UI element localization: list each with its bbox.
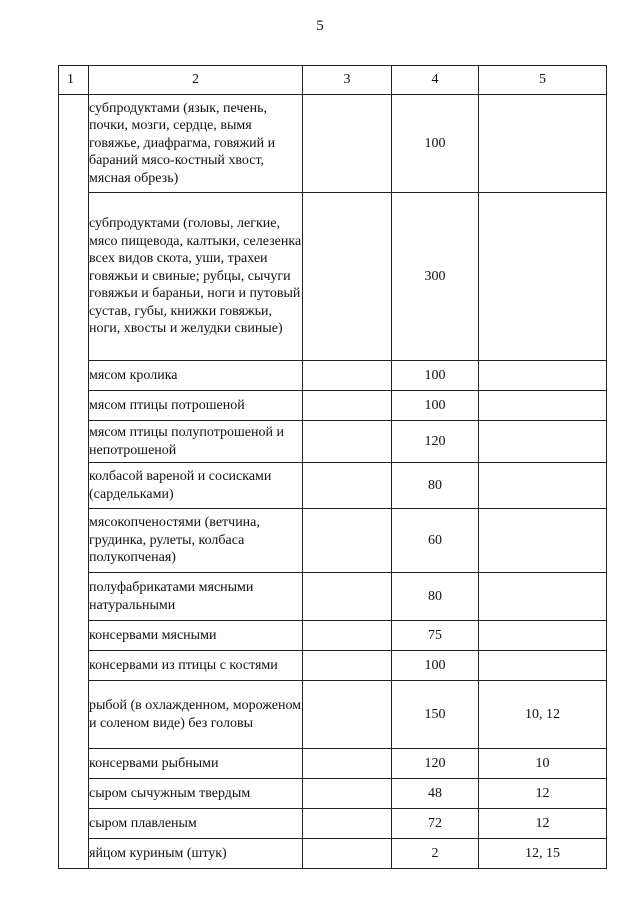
- quantity-cell: 120: [392, 421, 479, 463]
- table-row: [59, 361, 607, 391]
- column-3-cell: [303, 463, 392, 509]
- column-3-cell: [303, 651, 392, 681]
- note-cell: [479, 421, 607, 463]
- quantity-cell: 120: [392, 749, 479, 779]
- product-name-cell: мясокопченостями (ветчина, грудинка, рулеты, колбаса полукопченая): [89, 509, 303, 573]
- column-3-cell: [303, 621, 392, 651]
- note-cell: 12: [479, 809, 607, 839]
- note-cell: 10: [479, 749, 607, 779]
- product-name-cell: субпродуктами (головы, легкие, мясо пищевода, калтыки, селезенка всех видов скота, уши, трахеи говяжьи и свиные; рубцы, сычуги говяжьи и бараньи, ноги и путовый сустав, губы, книжки говяжьи, ноги, хвосты и желудки свиные): [89, 193, 303, 361]
- column-3-cell: [303, 391, 392, 421]
- quantity-cell: 100: [392, 361, 479, 391]
- page-number: 5: [316, 18, 324, 34]
- quantity-cell: 60: [392, 509, 479, 573]
- table-row: [59, 573, 607, 621]
- product-name-cell: мясом птицы потрошеной: [89, 391, 303, 421]
- product-name-cell: яйцом куриным (штук): [89, 839, 303, 869]
- table-row: [59, 809, 607, 839]
- product-name-cell: консервами из птицы с костями: [89, 651, 303, 681]
- table-header-row: [59, 66, 607, 95]
- product-name-cell: сыром плавленым: [89, 809, 303, 839]
- column-header-1: 1: [59, 66, 89, 95]
- product-name-cell: колбасой вареной и сосисками (сардельками): [89, 463, 303, 509]
- product-name-cell: сыром сычужным твердым: [89, 779, 303, 809]
- norms-table: [58, 65, 607, 869]
- note-cell: [479, 463, 607, 509]
- product-name-cell: рыбой (в охлажденном, мороженом и соленом виде) без головы: [89, 681, 303, 749]
- note-cell: [479, 509, 607, 573]
- quantity-cell: 300: [392, 193, 479, 361]
- quantity-cell: 48: [392, 779, 479, 809]
- table-row: [59, 421, 607, 463]
- table-row: [59, 681, 607, 749]
- quantity-cell: 80: [392, 573, 479, 621]
- quantity-cell: 2: [392, 839, 479, 869]
- column-3-cell: [303, 809, 392, 839]
- quantity-cell: 72: [392, 809, 479, 839]
- table-row: [59, 463, 607, 509]
- table-row: [59, 621, 607, 651]
- table-row: [59, 651, 607, 681]
- column-3-cell: [303, 779, 392, 809]
- table-row: [59, 779, 607, 809]
- column-3-cell: [303, 839, 392, 869]
- column-3-cell: [303, 193, 392, 361]
- table-row: [59, 193, 607, 361]
- quantity-cell: 150: [392, 681, 479, 749]
- column-header-4: 4: [392, 66, 479, 95]
- table-body: [59, 95, 607, 869]
- note-cell: 10, 12: [479, 681, 607, 749]
- quantity-cell: 100: [392, 391, 479, 421]
- table-row: [59, 509, 607, 573]
- column-3-cell: [303, 573, 392, 621]
- column-3-cell: [303, 681, 392, 749]
- column-header-5: 5: [479, 66, 607, 95]
- quantity-cell: 80: [392, 463, 479, 509]
- product-name-cell: мясом кролика: [89, 361, 303, 391]
- product-name-cell: полуфабрикатами мясными натуральными: [89, 573, 303, 621]
- column-header-2: 2: [89, 66, 303, 95]
- note-cell: [479, 651, 607, 681]
- column-3-cell: [303, 95, 392, 193]
- note-cell: 12, 15: [479, 839, 607, 869]
- column-3-cell: [303, 509, 392, 573]
- note-cell: [479, 391, 607, 421]
- note-cell: [479, 621, 607, 651]
- table-row: [59, 391, 607, 421]
- column-3-cell: [303, 361, 392, 391]
- note-cell: [479, 361, 607, 391]
- table-row: [59, 95, 607, 193]
- column-3-cell: [303, 749, 392, 779]
- note-cell: 12: [479, 779, 607, 809]
- table-row: [59, 749, 607, 779]
- quantity-cell: 100: [392, 651, 479, 681]
- column-3-cell: [303, 421, 392, 463]
- product-name-cell: мясом птицы полупотрошеной и непотрошеной: [89, 421, 303, 463]
- table-row: [59, 839, 607, 869]
- product-name-cell: консервами рыбными: [89, 749, 303, 779]
- product-name-cell: консервами мясными: [89, 621, 303, 651]
- note-cell: [479, 193, 607, 361]
- note-cell: [479, 95, 607, 193]
- column-1-cell: [59, 95, 89, 869]
- quantity-cell: 100: [392, 95, 479, 193]
- column-header-3: 3: [303, 66, 392, 95]
- quantity-cell: 75: [392, 621, 479, 651]
- product-name-cell: субпродуктами (язык, печень, почки, мозги, сердце, вымя говяжье, диафрагма, говяжий и бараний мясо-костный хвост, мясная обрезь): [89, 95, 303, 193]
- note-cell: [479, 573, 607, 621]
